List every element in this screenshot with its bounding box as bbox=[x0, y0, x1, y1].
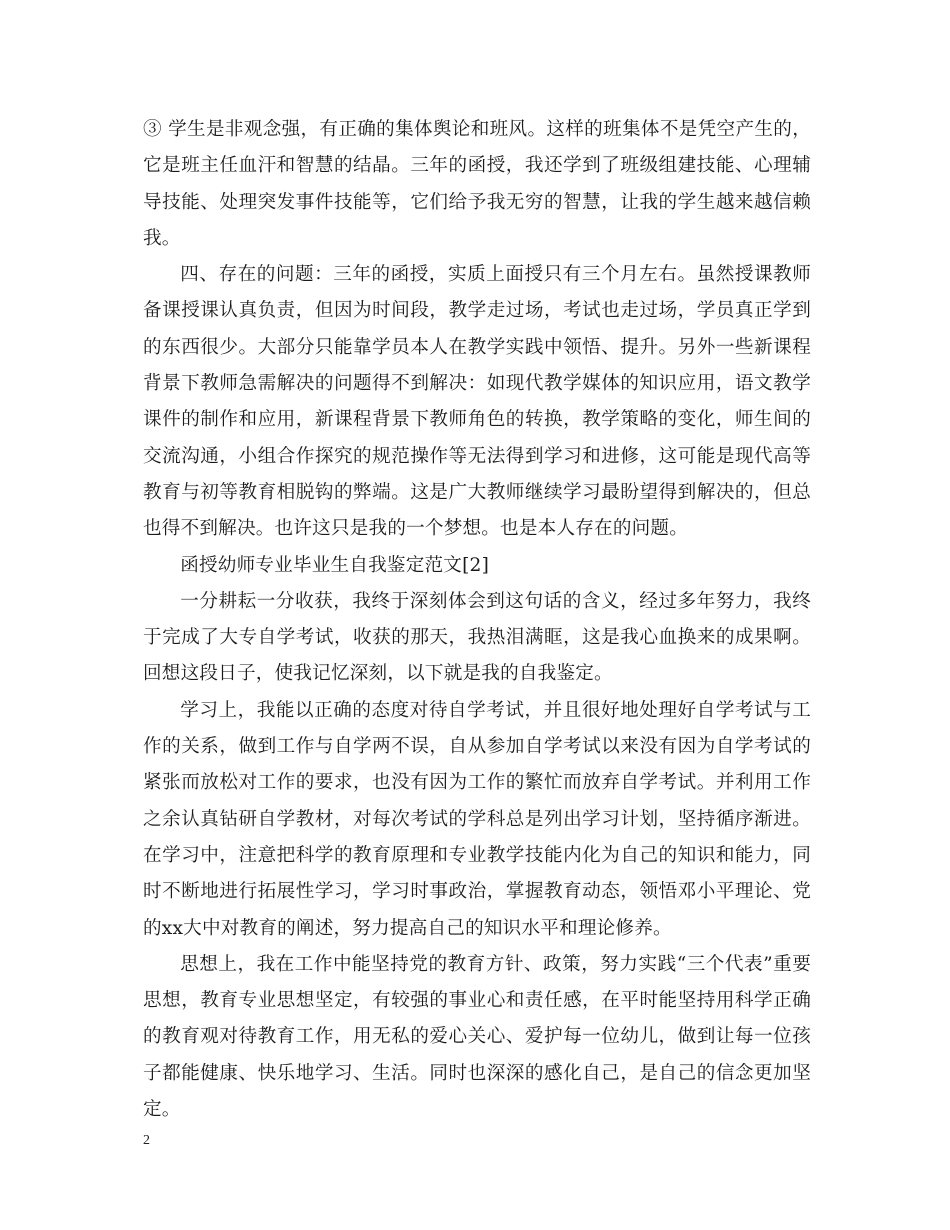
document-body bbox=[143, 112, 811, 1128]
page-number: 2 bbox=[143, 1133, 150, 1148]
section-heading: 函授幼师专业毕业生自我鉴定范文[2] bbox=[180, 554, 490, 576]
paragraph-thinking: 思想上，我在工作中能坚持党的教育方针、政策，努力实践“三个代表”重要思想，教育专业思想坚定，有较强的事业心和责任感，在平时能坚持用科学正确的教育观对待教育工作，用无私的爱心关心、爱护每一位幼儿，做到让每一位孩子都能健康、快乐地学习、生活。同时也深深的感化自己，是自己的信念更加坚定。 bbox=[143, 953, 811, 1121]
paragraph-study: 学习上，我能以正确的态度对待自学考试，并且很好地处理好自学考试与工作的关系，做到工作与自学两不误，自从参加自学考试以来没有因为自学考试的紧张而放松对工作的要求，也没有因为工作的繁忙而放弃自学考试。并利用工作之余认真钻研自学教材，对每次考试的学科总是列出学习计划，坚持循序渐进。在学习中，注意把科学的教育原理和专业教学技能内化为自己的知识和能力，同时不断地进行拓展性学习，学习时事政治，掌握教育动态，领悟邓小平理论、党的xx大中对教育的阐述，努力提高自己的知识水平和理论修养。 bbox=[143, 699, 811, 939]
paragraph-introduction: 一分耕耘一分收获，我终于深刻体会到这句话的含义，经过多年努力，我终于完成了大专自学考试，收获的那天，我热泪满眶，这是我心血换来的成果啊。回想这段日子，使我记忆深刻，以下就是我的自我鉴定。 bbox=[143, 590, 811, 685]
paragraph-class-collective: ③ 学生是非观念强，有正确的集体舆论和班风。这样的班集体不是凭空产生的，它是班主任血汗和智慧的结晶。三年的函授，我还学到了班级组建技能、心理辅导技能、处理突发事件技能等，它们给予我无穷的智慧，让我的学生越来越信赖我。 bbox=[143, 119, 811, 249]
paragraph-existing-problems: 四、存在的问题：三年的函授，实质上面授只有三个月左右。虽然授课教师备课授课认真负责，但因为时间段，教学走过场，考试也走过场，学员真正学到的东西很少。大部分只能靠学员本人在教学实践中领悟、提升。另外一些新课程背景下教师急需解决的问题得不到解决：如现代教学媒体的知识应用，语文教学课件的制作和应用，新课程背景下教师角色的转换，教学策略的变化，师生间的交流沟通，小组合作探究的规范操作等无法得到学习和进修，这可能是现代高等教育与初等教育相脱钩的弊端。这是广大教师继续学习最盼望得到解决的，但总也得不到解决。也许这只是我的一个梦想。也是本人存在的问题。 bbox=[143, 264, 811, 540]
